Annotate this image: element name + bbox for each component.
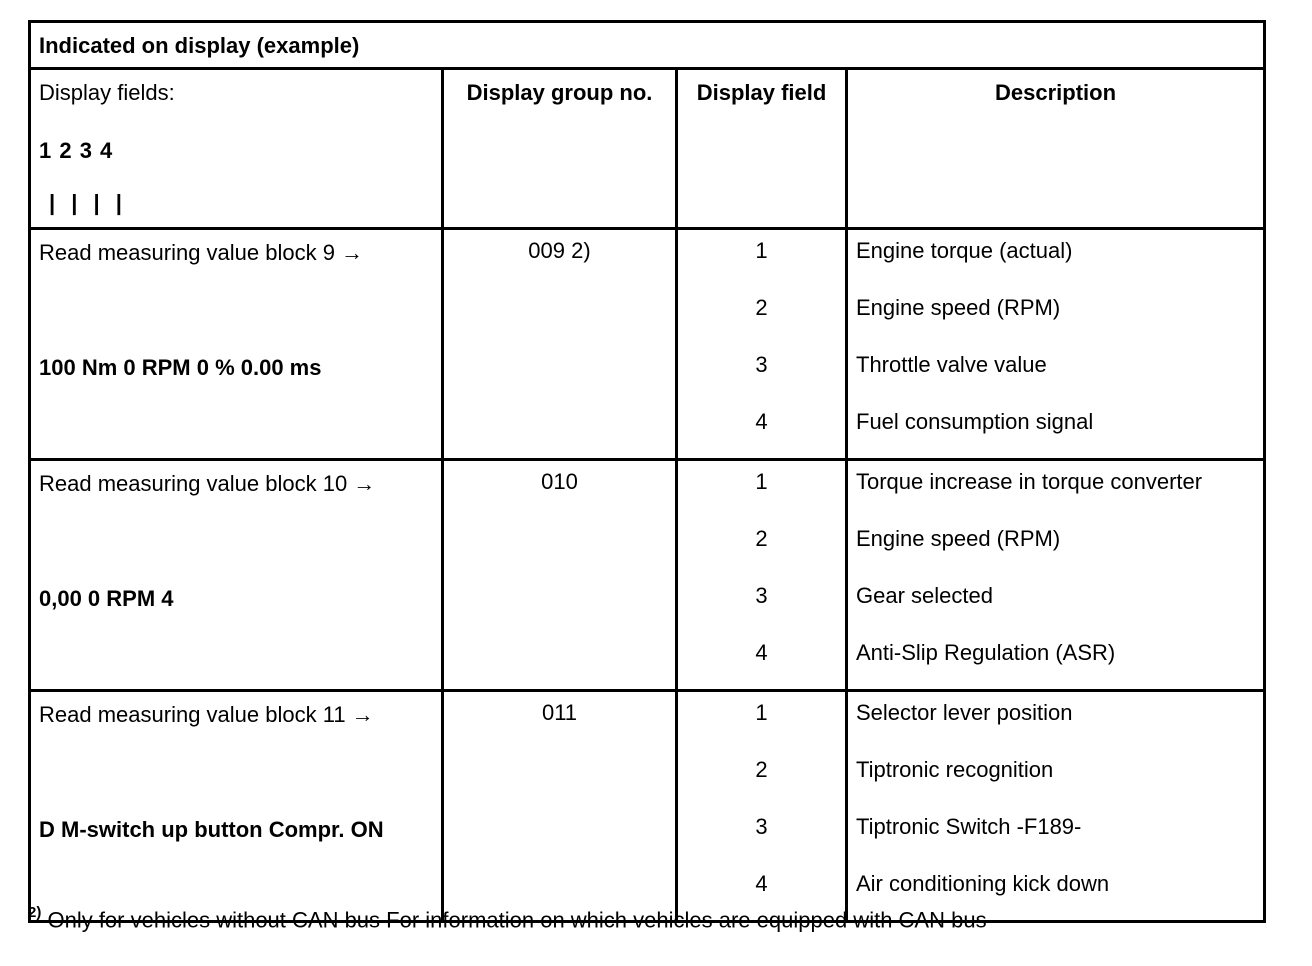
read-block-label: Read measuring value block 9 → (39, 240, 364, 265)
display-field-label: Display field (696, 80, 827, 105)
table-row (30, 229, 1265, 460)
field-description: Engine speed (RPM) (856, 295, 1061, 320)
field-number: 2 (755, 757, 768, 782)
field-number: 2 (755, 526, 768, 551)
group-no-header (443, 69, 677, 229)
field-number: 3 (755, 352, 768, 377)
display-value: 100 Nm 0 RPM 0 % 0.00 ms (39, 355, 322, 380)
field-number: 4 (755, 871, 768, 896)
read-block-label: Read measuring value block 10 → (39, 471, 376, 496)
field-description: Tiptronic recognition (856, 757, 1054, 782)
group-cell (443, 229, 677, 460)
field-cell (677, 229, 847, 460)
field-description: Anti-Slip Regulation (ASR) (856, 640, 1116, 665)
table-title-cell (30, 22, 1265, 69)
display-field-header (677, 69, 847, 229)
group-cell (443, 460, 677, 691)
description-header (847, 69, 1265, 229)
description-cell (847, 229, 1265, 460)
field-description: Gear selected (856, 583, 993, 608)
field-number: 3 (755, 814, 768, 839)
footnote (28, 906, 987, 933)
table-title: Indicated on display (example) (39, 33, 360, 58)
field-description: Selector lever position (856, 700, 1073, 725)
field-description: Air conditioning kick down (856, 871, 1110, 896)
block-read-cell (30, 460, 443, 691)
display-fields-header (30, 69, 443, 229)
header-row (30, 69, 1265, 229)
field-number: 2 (755, 295, 768, 320)
footnote-marker: 2) (28, 904, 42, 921)
field-numbers: 1 2 3 4 (39, 138, 114, 163)
field-number: 3 (755, 583, 768, 608)
field-number: 1 (755, 238, 768, 263)
display-value: 0,00 0 RPM 4 (39, 586, 174, 611)
group-number: 011 (541, 700, 578, 725)
field-description: Torque increase in torque converter (856, 469, 1203, 494)
description-label: Description (994, 80, 1117, 105)
table-row (30, 691, 1265, 922)
table-row (30, 460, 1265, 691)
footnote-text: Only for vehicles without CAN bus For information on which vehicles are equipped with CAN bus (47, 907, 987, 933)
field-cell (677, 460, 847, 691)
read-block-label: Read measuring value block 11 → (39, 702, 374, 727)
group-number: 009 2) (528, 238, 591, 263)
group-number: 010 (541, 469, 578, 494)
field-description: Fuel consumption signal (856, 409, 1094, 434)
field-description: Engine torque (actual) (856, 238, 1073, 263)
field-bars: | | | | (49, 190, 122, 215)
group-no-label: Display group no. (466, 80, 653, 105)
description-cell (847, 691, 1265, 922)
group-cell (443, 691, 677, 922)
field-number: 4 (755, 640, 768, 665)
measuring-value-table (28, 20, 1266, 923)
field-number: 1 (755, 469, 768, 494)
description-cell (847, 460, 1265, 691)
block-read-cell (30, 691, 443, 922)
field-description: Throttle valve value (856, 352, 1047, 377)
field-number: 1 (755, 700, 768, 725)
field-description: Tiptronic Switch -F189- (856, 814, 1082, 839)
display-fields-label: Display fields: (39, 80, 175, 105)
field-cell (677, 691, 847, 922)
block-read-cell (30, 229, 443, 460)
field-description: Engine speed (RPM) (856, 526, 1061, 551)
field-number: 4 (755, 409, 768, 434)
display-value: D M-switch up button Compr. ON (39, 817, 384, 842)
